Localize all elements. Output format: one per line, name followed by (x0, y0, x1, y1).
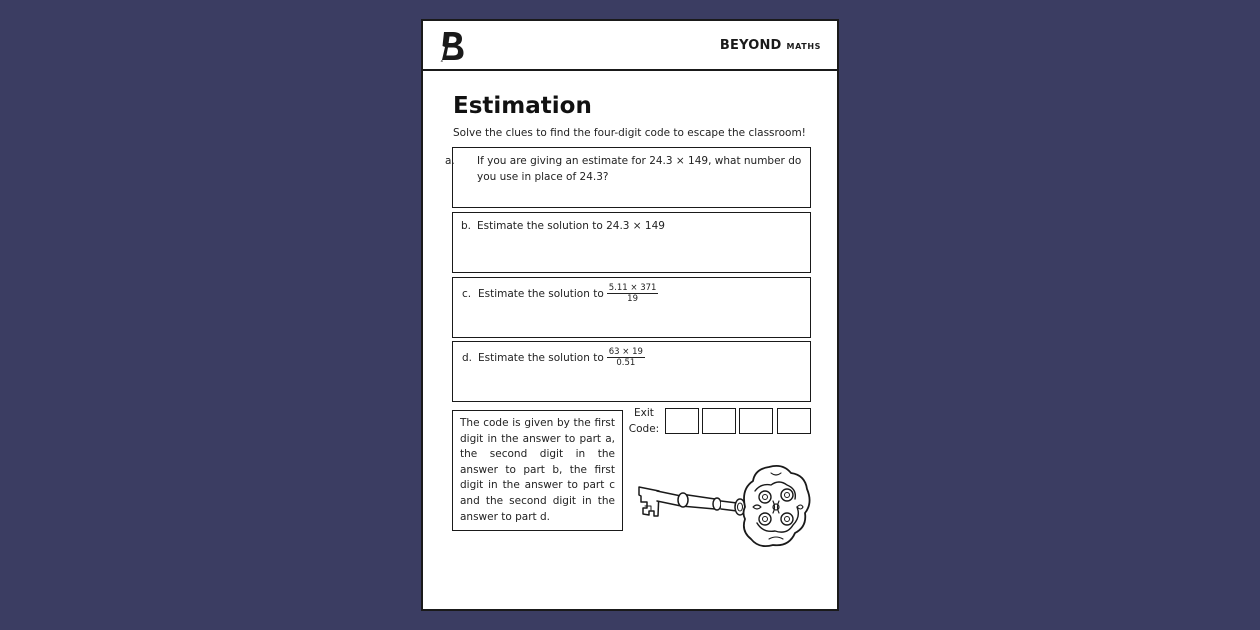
exit-label-line1: Exit (634, 407, 654, 419)
clue-box-c (452, 277, 811, 338)
clue-question-c: Estimate the solution to (478, 288, 604, 300)
code-digit-box-4[interactable] (777, 408, 811, 434)
clue-text-d (462, 348, 802, 369)
code-digit-box-1[interactable] (665, 408, 699, 434)
code-digit-box-2[interactable] (702, 408, 736, 434)
worksheet-header (423, 21, 837, 71)
beyond-logo-icon (439, 30, 465, 62)
clue-letter-d: d. (462, 352, 473, 364)
fraction-c (607, 283, 659, 304)
worksheet-title: Estimation (453, 93, 592, 119)
exit-label-line2: Code: (628, 422, 660, 435)
clue-box-a (445, 147, 811, 208)
worksheet-subtitle: Solve the clues to find the four-digit code to escape the classroom! (453, 127, 806, 139)
fraction-d-numerator: 63 × 19 (608, 347, 643, 357)
clue-letter-b: b. (461, 220, 472, 232)
code-instructions: The code is given by the first digit in the answer to part a, the second digit in the answer to part b, the first digit in the answer to part c and the second digit in the answer to part d. (452, 410, 623, 531)
clue-letter-c: c. (462, 288, 472, 300)
fraction-c-denominator: 19 (627, 294, 638, 304)
ornate-key-icon (637, 461, 813, 551)
clue-text-a (445, 153, 817, 185)
exit-code-label (627, 406, 661, 437)
clue-question-b: Estimate the solution to 24.3 × 149 (477, 220, 665, 232)
clue-question-a: If you are giving an estimate for 24.3 × 149, what number do you use in place of 24.3? (477, 155, 802, 183)
code-digit-box-3[interactable] (739, 408, 773, 434)
clue-text-c (462, 284, 802, 305)
fraction-d-denominator: 0.51 (616, 358, 636, 368)
fraction-d (607, 347, 645, 368)
clue-question-d: Estimate the solution to (478, 352, 604, 364)
clue-text-b (461, 218, 801, 234)
clue-letter-a: a. (445, 155, 455, 167)
brand-wordmark (720, 38, 821, 53)
clue-box-d (452, 341, 811, 402)
brand-name: BEYOND (719, 38, 782, 53)
brand-sub: MATHS (786, 42, 821, 51)
clue-box-b (452, 212, 811, 273)
fraction-c-numerator: 5.11 × 371 (608, 283, 657, 293)
worksheet-page (421, 19, 839, 611)
